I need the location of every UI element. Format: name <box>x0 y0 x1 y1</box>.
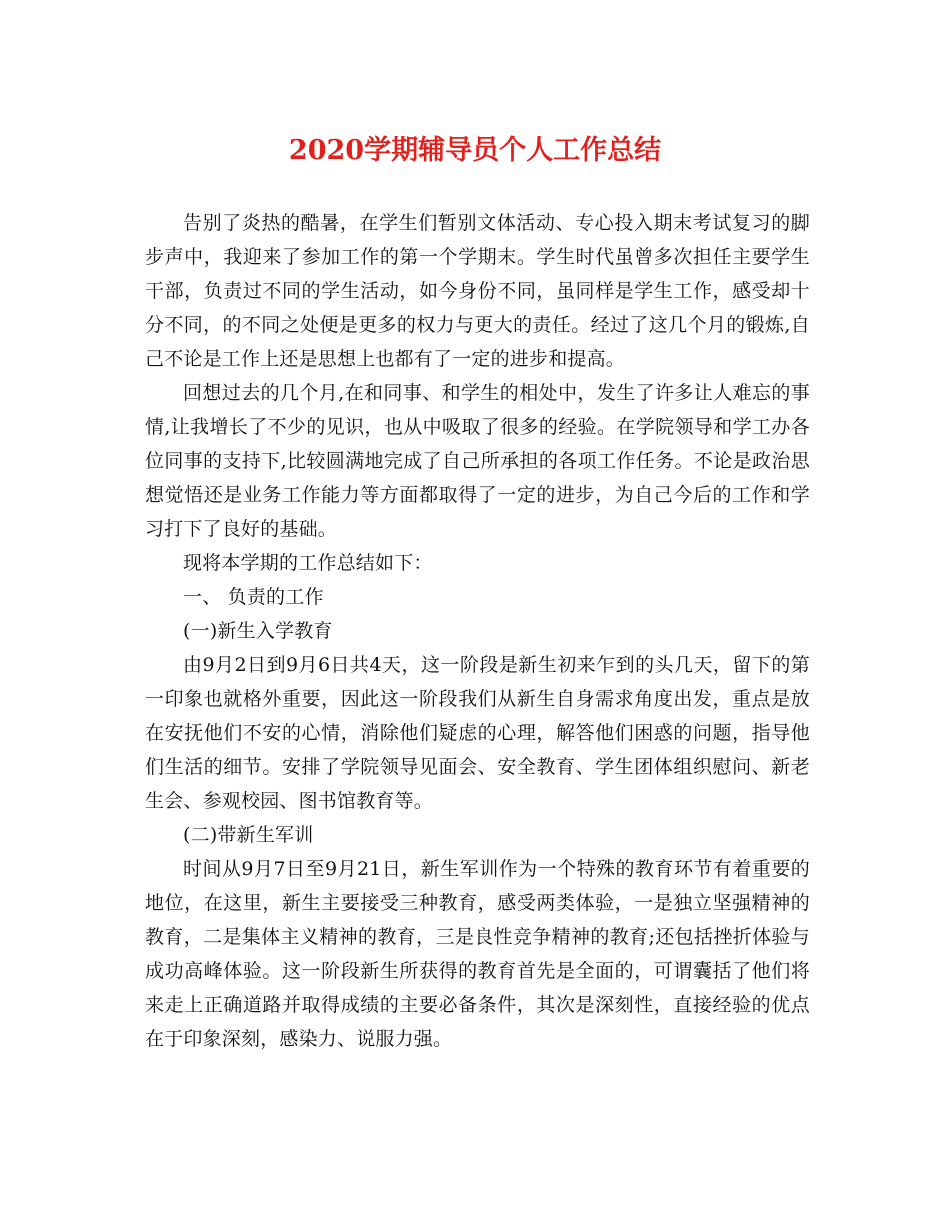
document-title: 2020学期辅导员个人工作总结 <box>288 135 662 166</box>
paragraph-summary-lead: 现将本学期的工作总结如下： <box>183 552 433 574</box>
paragraph-review: 回想过去的几个月,在和同事、和学生的相处中，发生了许多让人难忘的事情,让我增长了不少的见识，也从中吸取了很多的经验。在学院领导和学工办各位同事的支持下,比较圆满地完成了自己所承担的各项工作任务。不论是政治思想觉悟还是业务工作能力等方面都取得了一定的进步，为自己今后的工作和学习打下了良好的基础。 <box>145 382 810 540</box>
document-body <box>145 206 810 1056</box>
section-heading-responsibilities: 一、 负责的工作 <box>183 586 324 608</box>
paragraph-orientation: 由9月2日到9月6日共4天，这一阶段是新生初来乍到的头几天，留下的第一印象也就格外重要，因此这一阶段我们从新生自身需求角度出发，重点是放在安抚他们不安的心情，消除他们疑虑的心理，解答他们困惑的问题，指导他们生活的细节。安排了学院领导见面会、安全教育、学生团体组织慰问、新老生会、参观校园、图书馆教育等。 <box>145 654 810 812</box>
paragraph-intro: 告别了炎热的酷暑，在学生们暂别文体活动、专心投入期末考试复习的脚步声中，我迎来了参加工作的第一个学期末。学生时代虽曾多次担任主要学生干部，负责过不同的学生活动，如今身份不同，虽同样是学生工作，感受却十分不同，的不同之处便是更多的权力与更大的责任。经过了这几个月的锻炼,自己不论是工作上还是思想上也都有了一定的进步和提高。 <box>145 212 810 370</box>
subsection-heading-orientation: (一)新生入学教育 <box>183 620 333 642</box>
subsection-heading-military-training: (二)带新生军训 <box>183 824 314 846</box>
paragraph-military-training: 时间从9月7日至9月21日，新生军训作为一个特殊的教育环节有着重要的地位，在这里，新生主要接受三种教育，感受两类体验，一是独立坚强精神的教育，二是集体主义精神的教育，三是良性竞争精神的教育;还包括挫折体验与成功高峰体验。这一阶段新生所获得的教育首先是全面的，可谓囊括了他们将来走上正确道路并取得成绩的主要必备条件，其次是深刻性，直接经验的优点在于印象深刻，感染力、说服力强。 <box>145 858 810 1050</box>
